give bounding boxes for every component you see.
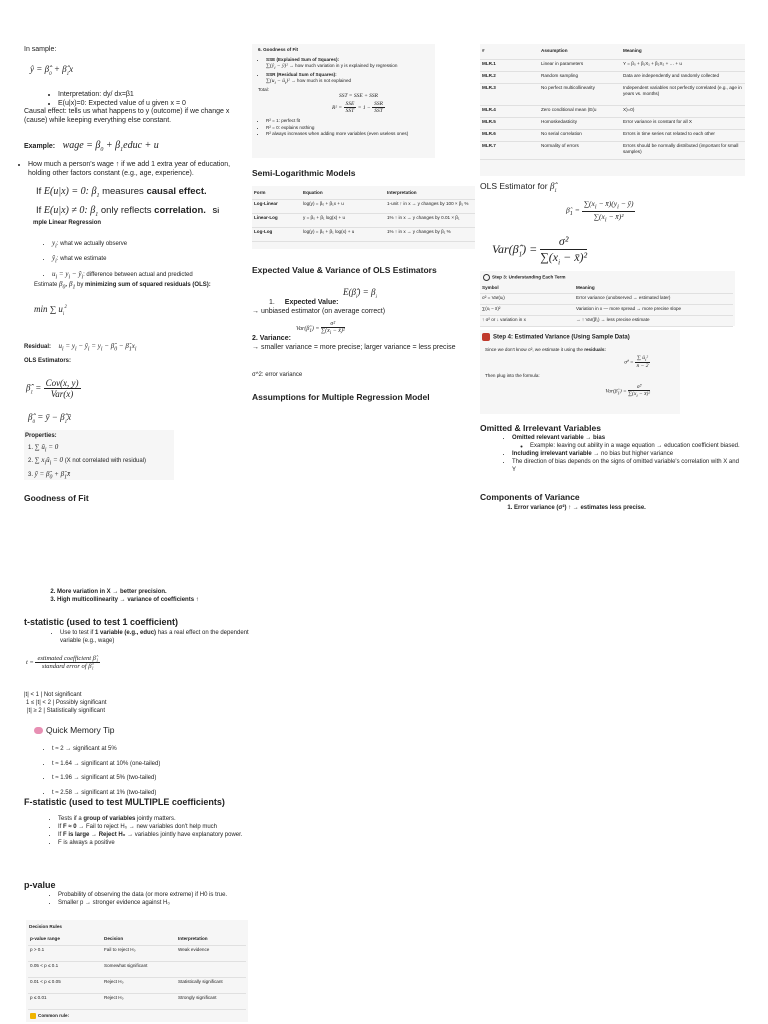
wage-bullet: • How much a person's wage ↑ if we add 1 extra year of education, holding other factors constant (e.g., age, experience). <box>28 160 253 178</box>
table-row: MLR.1 Linear in parameters Y = β₀ + β₁X₁ + β₂X₂ + … + u <box>480 59 745 71</box>
gof-box-list: • SSE (Explained Sum of Squares): $\sum(ŷ_i$ − ȳ)² → how much variation in y is explained by regression • SSR (Residual Sum of Squares): $\sum(u_i$ − $û_i)^2$ → how much is not explained <box>252 57 435 87</box>
expected-beta: $E(\betâ_i) = \beta_i$ <box>343 287 377 300</box>
ev-heading: Expected Value & Variance of OLS Estimators <box>252 265 437 275</box>
variance-label: 2. Variance: <box>252 335 291 342</box>
var-item-2: 2. More variation in X → better precision. <box>57 588 199 596</box>
tstat-list <box>46 629 260 645</box>
min-sum-formula: min ∑ $u_i^2$ <box>34 304 67 317</box>
r2-list: • R² = 1: perfect fit • R² = 0: explains nothing • R² always increases when adding more variables (even useless ones) <box>252 118 435 138</box>
tip-item: • t ≈ 1.64 → significant at 10% (one-tailed) <box>52 757 160 772</box>
ev1-label: Expected Value: <box>284 299 339 306</box>
sigma-note: σ^2: error variance <box>252 372 303 378</box>
t-line-2: 1 ≤ |t| < 2 | Possibly significant <box>26 700 107 706</box>
beta1-formula: $\betâ_1$ = $\frac{\text{Cov(x, y)}}{\text{Var(x)}}$ <box>26 378 79 399</box>
table-row: MLR.4 Zero conditional mean (E(u X)=0) <box>480 105 745 117</box>
search-icon <box>483 274 490 281</box>
r2-formula: R² = $\frac{\text{SSE}}{\text{SST}}$ = 1 − $\frac{\text{SSR}}{\text{SST}}$ <box>332 101 383 115</box>
term-list <box>38 239 193 281</box>
clipboard-icon <box>482 333 490 341</box>
if2-post: only reflects <box>100 205 152 216</box>
t-line-3: |t| ≥ 2 | Statistically significant <box>27 708 105 714</box>
decision-table: p-value range Decision Interpretation p > 0.1 Fail to reject H₀ Weak evidence 0.05 < p ≤ 0.1 Somewhat significant 0.01 < p ≤ 0.05 Reject H₀ Statistically significant p ≤ 0.01 Reject H₀ Strongly significant <box>28 935 246 1011</box>
table-row: σ² = Var(uᵢ) Error variance (unobserved → estimated later) <box>480 293 733 304</box>
residual-label: Residual: <box>24 344 52 350</box>
f-item-3: • If F is large → Reject H₀ → variables jointly have explanatory power. <box>58 831 258 839</box>
step3-box <box>480 271 735 326</box>
table-row: MLR.5 Homoskedasticity Error variance is constant for all X <box>480 117 745 129</box>
omitted-heading: Omitted & Irrelevant Variables <box>480 423 601 433</box>
pvalue-list <box>44 891 263 907</box>
om-item-2: • Including irrelevant variable → no bias but higher variance <box>512 450 742 458</box>
p-item-1: • Probability of observing the data (or more extreme) if H0 is true. <box>58 891 263 899</box>
gof-box-title: 6. Goodness of Fit <box>258 47 299 52</box>
semilog-table: Form Equation Interpretation Log-Linear log(y) = β₀ + β₁x + u 1-unit ↑ in x → y changes by 100 × β₁ % Linear-Log y = β₀ + β₁ log(x) + u 1% ↑ in x → y changes by 0.01 × β₁ Log-Log log(y) = β₀ + β₁ log(x) + u 1% ↑ in x → y changes by β₁ % <box>252 189 475 242</box>
eux-item: • E(u|x)=0: Expected value of u given x = 0 <box>58 99 186 108</box>
ols-estimators-label: OLS Estimators: <box>24 358 72 364</box>
var-beta-large: $Var(\betâ_1)$ = $\frac{\text{σ²}}{\sum(x_i - x̄)^2}$ <box>492 234 588 267</box>
if-corr-line: If E(u|x) ≠ 0: $\beta_1$ only reflects correlation. Si <box>36 205 220 218</box>
step4-title: Step 4: Estimated Variance (Using Sample Data) <box>480 330 680 345</box>
memory-tip <box>34 725 115 735</box>
fstat-list <box>44 815 258 847</box>
variance-block <box>252 334 487 352</box>
assumptions-heading: Assumptions for Multiple Regression Model <box>252 392 430 402</box>
step3-title: Step 3: Understanding Each Term <box>480 271 735 284</box>
table-row: 0.01 < p ≤ 0.05 Reject H₀ Statistically significant <box>28 978 246 994</box>
properties-list: 1. ∑ $û_i = 0$ 2. ∑ $x_iû_i = 0$ (X not correlated with residual) 3. ȳ = $\betâ_0$ + $\betâ_1x̄$ <box>28 443 147 481</box>
if1-word: causal effect. <box>146 186 207 197</box>
total-label: Total: <box>258 86 269 92</box>
tip-item: • t ≈ 2.58 → significant at 1% (two-tailed) <box>52 786 160 801</box>
pvalue-heading: p-value <box>24 880 56 890</box>
semilog-box <box>252 186 475 249</box>
wage-list <box>18 160 253 178</box>
f-item-1: • Tests if a group of variables jointly matters. <box>58 815 258 823</box>
om-item-3: • The direction of bias depends on the signs of omitted variable's correlation with X and Y <box>512 458 742 474</box>
gof-heading: Goodness of Fit <box>24 493 89 503</box>
mlr-table: # Assumption Meaning MLR.1 Linear in parameters Y = β₀ + β₁X₁ + β₂X₂ + … + u MLR.2 Random sampling Data are independently and randomly collected MLR.3 No perfect multicollinearity Independent variables not perfectly correlated (e.g., age in years vs. months) MLR.4 Zero conditional mean (E(u X)=0) MLR.5 Homoskedasticity Error variance is constant for all X MLR.6 No serial correlation Errors in time series not related to each other MLR.7 Normality of errors Errors should be normally distributed (important for small samples) <box>480 47 745 160</box>
if-causal-line: If E(u|x) = 0: $\beta_1$ measures causal effect. <box>36 186 207 199</box>
residual-row: Residual: $u_i = y_i$ − $ŷ_i = y_i$ − $\betâ_0$ − $\betâ_1x_i$ <box>24 342 137 353</box>
tip-item: • t ≈ 1.96 → significant at 5% (two-tailed) <box>52 771 160 786</box>
beta1-sum-formula: $\betâ_1$ = $\frac{\sum(x_i - x̄)(y_i - ȳ)}{\sum(x_i - x̄)^2}$ <box>566 199 634 223</box>
table-row: Linear-Log y = β₀ + β₁ log(x) + u 1% ↑ in x → y changes by 0.01 × β₁ <box>252 213 475 227</box>
decision-rules-box <box>26 920 248 1022</box>
since-text: Since we don't know σ², we estimate it using the residuals: <box>485 346 606 352</box>
components-heading: Components of Variance <box>480 492 580 502</box>
var-item-3: 3. High multicollinearity → variance of coefficients ↑ <box>57 596 199 604</box>
table-row: Log-Log log(y) = β₀ + β₁ log(x) + u 1% ↑ in x → y changes by β₁ % <box>252 227 475 241</box>
omitted-list <box>498 434 742 474</box>
mlr-box <box>480 44 745 176</box>
table-row: MLR.7 Normality of errors Errors should be normally distributed (important for small samples) <box>480 141 745 159</box>
variance-formula: $Var(\betâ_1)$ = $\frac{\text{σ²}}{\sum(x_i - x̄)^2}$ <box>296 321 345 337</box>
variance-list <box>39 588 199 604</box>
tstat-heading: t-statistic (used to test 1 coefficient) <box>24 617 179 627</box>
table-row: ∑(xᵢ − x̄)² Variation in x — more spread → more precise slope <box>480 304 733 315</box>
table-row: Log-Linear log(y) = β₀ + β₁x + u 1-unit ↑ in x → y changes by 100 × β₁ % <box>252 199 475 213</box>
if2-word: correlation. <box>154 205 206 216</box>
p-item-2: • Smaller p → stronger evidence against H₀ <box>58 899 263 907</box>
properties-box <box>24 430 174 480</box>
properties-label: Properties: <box>25 433 57 439</box>
check-icon <box>30 1013 36 1019</box>
om-item-1: • Omitted relevant variable → bias ◦ Example: leaving out ability in a wage equation → education coefficient biased. <box>512 434 742 450</box>
table-row: p ≤ 0.01 Reject H₀ Strongly significant <box>28 994 246 1010</box>
brain-icon <box>34 727 43 734</box>
ev-block: 1. Expected Value: → unbiased estimator (on average correct) <box>252 298 487 316</box>
table-row: 0.05 < p ≤ 0.1 Somewhat significant <box>28 962 246 978</box>
f-item-4: • F is always a positive <box>58 839 258 847</box>
components-list <box>496 504 646 512</box>
memory-tip-label: Quick Memory Tip <box>46 725 115 735</box>
t-formula: t = $\frac{\text{estimated coefficient β̂₁}}{\text{standard error of β̂₁}}$ <box>26 655 99 670</box>
in-sample-label: In sample: <box>24 46 57 53</box>
step3-table: Symbol Meaning σ² = Var(uᵢ) Error variance (unobserved → estimated later) ∑(xᵢ − x̄)² Variation in x — more spread → more precise slope ↑ σ² or ↓ variation in x → ↑ Var(β̂₁) → less precise estimate <box>480 284 733 327</box>
common-rule: Common rule: <box>26 1010 248 1023</box>
example-row <box>24 135 159 153</box>
wage-equation: wage = $\beta_0$ + $\beta_1educ + u$ <box>62 140 159 153</box>
t-line-1: |t| < 1 | Not significant <box>24 692 82 698</box>
om-example: ◦ Example: leaving out ability in a wage equation → education coefficient biased. <box>530 442 742 450</box>
variance-desc: → smaller variance = more precise; larger variance = less precise <box>252 344 456 351</box>
fitted-equation: ŷ = $\betâ_0$ + $\betâ_1x$ <box>30 64 74 77</box>
table-row: MLR.2 Random sampling Data are independently and randomly collected <box>480 71 745 83</box>
estimate-line: Estimate $\beta_0$, $\beta_1$ by minimizing sum of squared residuals (OLS): <box>34 280 211 291</box>
yhat-item: • $ŷ_i$: what we estimate <box>52 254 193 265</box>
table-row: MLR.6 No serial correlation Errors in time series not related to each other <box>480 129 745 141</box>
tstat-bullet: • Use to test if 1 variable (e.g., educ) has a real effect on the dependent variable (e.g., wage) <box>60 629 260 645</box>
table-row: ↑ σ² or ↓ variation in x → ↑ Var(β̂₁) → less precise estimate <box>480 315 733 326</box>
semilog-heading: Semi-Logarithmic Models <box>252 168 356 178</box>
var-hat-formula: $Var(\betâ_1)$ = $\frac{\text{σ̂²}}{\sum(x_i - x̄)^2}$ <box>605 383 650 398</box>
ols-estimator-heading: OLS Estimator for $\betâ_1$ <box>480 181 557 194</box>
table-row: p > 0.1 Fail to reject H₀ Weak evidence <box>28 946 246 962</box>
tips-list <box>38 742 160 800</box>
ev1-desc: → unbiased estimator (on average correct) <box>252 308 386 315</box>
gof-box <box>252 44 435 158</box>
sst-formula: SST = SSE + SSR <box>338 93 379 100</box>
decision-rules-title: Decision Rules <box>29 924 62 929</box>
causal-text: Causal effect: tells us what happens to y (outcome) if we change x (cause) while keeping everything else constant. <box>24 108 230 124</box>
t-thresholds <box>24 691 107 715</box>
interp-item: • Interpretation: dy/ dx=β1 <box>58 90 186 99</box>
interp-list <box>44 90 186 108</box>
example-label: Example: <box>24 143 56 150</box>
step4-box <box>480 330 680 414</box>
sigma-hat-formula: σ̂² = $\frac{\sum û_i^2}{n - 2}$ <box>624 355 649 370</box>
f-item-2: • If F ≈ 0 → Fail to reject H₀ → new variables don't help much <box>58 823 258 831</box>
simple-lr-heading: mple Linear Regression <box>33 220 102 226</box>
then-text: Then plug into the formula: <box>485 373 540 379</box>
if2-pre: If <box>36 205 42 216</box>
beta0-formula: $\betâ_0$ = ȳ − $\betâ_1x̄$ <box>28 412 72 425</box>
ui-item: • $u_i = y_i$ − $ŷ_i$: difference between actual and predicted <box>52 270 193 281</box>
comp-item-1: 1. Error variance (σ²) ↑ → estimates less precise. <box>514 504 646 512</box>
if1-post: measures <box>102 186 144 197</box>
if1-pre: If <box>36 186 42 197</box>
tip-item: • t ≈ 2 → significant at 5% <box>52 742 160 757</box>
yi-item: • $y_i$: what we actually observe <box>52 239 193 250</box>
fstat-heading: F-statistic (used to test MULTIPLE coefficients) <box>24 797 225 807</box>
table-row: MLR.3 No perfect multicollinearity Independent variables not perfectly correlated (e.g., age in years vs. months) <box>480 83 745 105</box>
